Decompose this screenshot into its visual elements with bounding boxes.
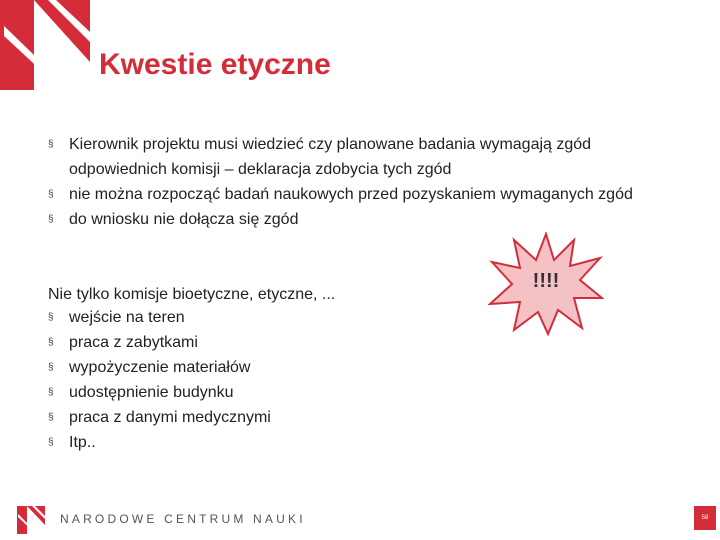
- list-item: [48, 132, 648, 182]
- bullet-icon: §: [48, 362, 54, 373]
- list-item: [48, 207, 648, 232]
- bullet-icon: §: [48, 214, 54, 225]
- subheading: Nie tylko komisje bioetyczne, etyczne, ...: [48, 286, 336, 303]
- bullet-icon: §: [48, 337, 54, 348]
- page-number-badge: 58: [694, 506, 716, 530]
- bullet-icon: §: [48, 189, 54, 200]
- list-item: [48, 355, 271, 380]
- examples-bullet-list: [48, 305, 271, 455]
- ncn-logo-icon: [0, 0, 90, 90]
- ncn-footer-logo-icon: [17, 506, 45, 534]
- bullet-icon: §: [48, 312, 54, 323]
- list-item: [48, 330, 271, 355]
- list-item: [48, 182, 648, 207]
- bullet-text: praca z zabytkami: [69, 334, 198, 351]
- list-item: [48, 380, 271, 405]
- bullet-icon: §: [48, 412, 54, 423]
- slide-title: Kwestie etyczne: [99, 48, 331, 81]
- list-item: [48, 430, 271, 455]
- list-item: [48, 305, 271, 330]
- bullet-text: wypożyczenie materiałów: [69, 359, 251, 376]
- callout-text: !!!!: [532, 270, 560, 292]
- organization-name: NARODOWE CENTRUM NAUKI: [60, 512, 306, 526]
- bullet-icon: §: [48, 139, 54, 150]
- bullet-text: praca z danymi medycznymi: [69, 409, 271, 426]
- ethics-bullet-list: [48, 132, 648, 232]
- bullet-icon: §: [48, 437, 54, 448]
- bullet-text: Kierownik projektu musi wiedzieć czy planowane badania wymagają zgód odpowiednich komisji – deklaracja zdobycia tych zgód: [69, 136, 592, 178]
- list-item: [48, 405, 271, 430]
- bullet-icon: §: [48, 387, 54, 398]
- bullet-text: do wniosku nie dołącza się zgód: [69, 211, 299, 228]
- bullet-text: nie można rozpocząć badań naukowych przed pozyskaniem wymaganych zgód: [69, 186, 633, 203]
- bullet-text: udostępnienie budynku: [69, 384, 234, 401]
- bullet-text: wejście na teren: [69, 309, 185, 326]
- bullet-text: Itp..: [69, 434, 96, 451]
